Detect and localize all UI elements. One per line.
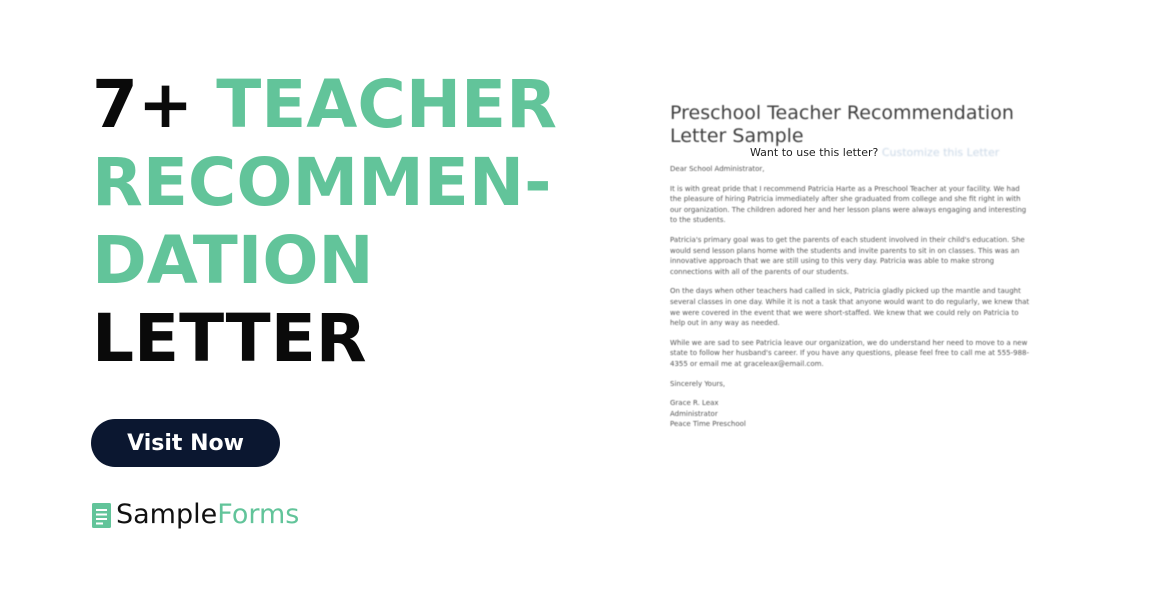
headline-text: DATION <box>92 222 374 299</box>
letter-signature-title: Administrator <box>670 409 718 418</box>
letter-signature-org: Peace Time Preschool <box>670 420 746 429</box>
letter-closing: Sincerely Yours, <box>670 379 726 388</box>
letter-cta <box>750 146 999 159</box>
headline-text: 7+ <box>92 66 217 143</box>
letter-paragraph-1: It is with great pride that I recommend Patricia Harte as a Preschool Teacher at your facility. We had the pleasure of hiring Patricia immediately after she graduated from college and she fit right in with our organization. The children adored her and her lesson plans were always engaging and interesting to the students. <box>670 184 1027 225</box>
headline-line <box>92 300 592 378</box>
headline-text: LETTER <box>92 300 367 377</box>
headline-text: RECOMMEN- <box>92 144 552 221</box>
letter-signature-name: Grace R. Leax <box>670 399 719 408</box>
brand-logo <box>92 500 299 530</box>
brand-name-part2: Forms <box>217 499 300 530</box>
headline-line <box>92 222 592 300</box>
letter-paragraph-3: On the days when other teachers had called in sick, Patricia gladly picked up the mantle and taught several classes in one day. While it is not a task that anyone would want to do regularly, we knew that we were covered in the event that we were short-staffed. We knew that we could rely on Patricia to help out in any way as needed. <box>670 287 1030 328</box>
letter-greeting: Dear School Administrator, <box>670 165 765 173</box>
letter-cta-text: Want to use this letter? <box>750 146 879 159</box>
visit-now-button[interactable]: Visit Now <box>91 419 280 467</box>
letter-preview <box>640 60 1060 600</box>
headline <box>92 66 592 378</box>
customize-letter-link[interactable]: Customize this Letter <box>881 146 1000 159</box>
headline-line <box>92 144 592 222</box>
letter-paragraph-2: Patricia's primary goal was to get the parents of each student involved in their child's education. She would send lesson plans home with the students and invite parents to sit in on classes. This was an innovative approach that we are still using to this very day. Patricia was able to make strong connections with all of the parents of our students. <box>670 235 1025 276</box>
document-icon <box>92 503 111 528</box>
brand-name <box>116 500 299 530</box>
headline-line <box>92 66 592 144</box>
letter-body <box>670 164 1030 430</box>
letter-paragraph-4: While we are sad to see Patricia leave our organization, we do understand her need to move to a new state to follow her husband's career. If you have any questions, please feel free to call me at 555-988-4355 or email me at graceleax@email.com. <box>670 338 1030 368</box>
headline-text: TEACHER <box>216 66 557 143</box>
brand-name-part1: Sample <box>116 499 218 530</box>
letter-title: Preschool Teacher Recommendation Letter Sample <box>670 102 1014 147</box>
